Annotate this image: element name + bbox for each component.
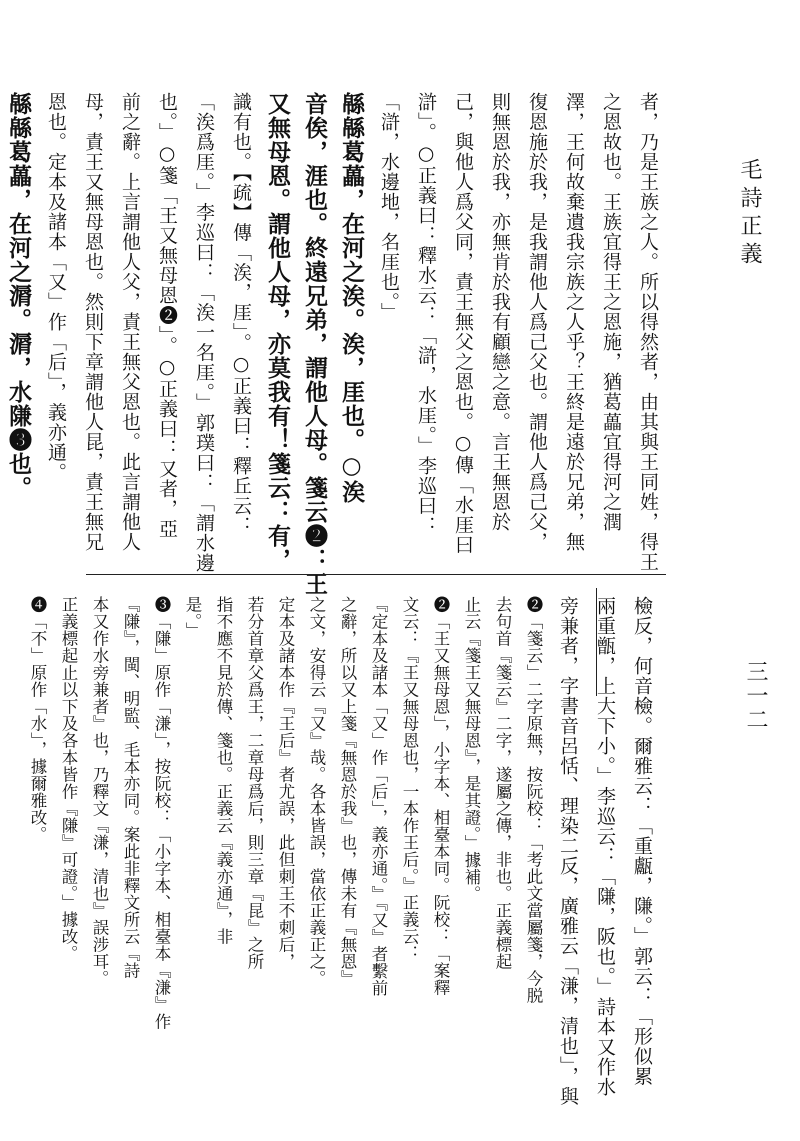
text-column: 兩重甑，上大下小。」李巡云：「隒，阪也。」詩本又作水 [594, 596, 616, 1097]
text-column: 識有也。【疏】傳「涘，厓」。○正義曰：釋丘云： [230, 92, 252, 536]
footnote-column: 『定本及諸本「又」作「后」，義亦通。』『又』者繫前 [369, 596, 388, 997]
footnote-column: ❸「隒」原作「溓」，按阮校：「小字本、相臺本『溓』作 [152, 596, 171, 1030]
footnote-column: 之辭，所以又上箋『無恩於我』也，傳未有『無恩』 [338, 596, 357, 987]
footnote-column: ❹「不」原作「水」，據爾雅改。 [28, 596, 47, 843]
text-column: 之恩故也。王族宜得王之恩施，猶葛藟宜得河之潤 [600, 92, 622, 532]
verse-column: 又無母恩。謂他人母，亦莫我有！箋云：有， [264, 92, 291, 572]
text-column: 旁兼者，字書音呂恬、理染二反，廣雅云「溓，清也」，與 [557, 596, 579, 1107]
footnote-column: 去句首『箋云』二字，遂屬之傳，非也。正義標起 [493, 596, 512, 970]
text-column: 者，乃是王族之人。所以得然者，由其與王同姓，得王 [637, 92, 659, 572]
text-column: 己，與他人爲父同，責王無父之恩也。○傳「水厓曰 [452, 92, 474, 555]
text-column: 檢反，何音檢。爾雅云：「重甗，隒。」郭云：「形似累 [631, 596, 653, 1087]
text-column: 母，責王又無母恩也。然則下章謂他人昆，責王無兄 [82, 92, 104, 552]
footnote-column: ❷「王又無母恩」，小字本、相臺本同。阮校：「案釋 [431, 596, 450, 996]
footnote-column: ❷「箋云」二字原無，按阮校：「考此文當屬箋，今脱 [524, 596, 543, 1004]
footnote-column: 若分首章父爲王，二章母爲后，則三章『昆』之所 [245, 596, 264, 970]
footnote-column: 止云『箋王又無母恩』，是其證。」據補。 [462, 596, 481, 903]
verse-column: 緜緜葛藟，在河之涘。涘，厓也。○涘 [338, 92, 365, 504]
page-number: 三一二 [743, 660, 768, 732]
verse-column: 音俟，涯也。終遠兄弟，謂他人母。箋云❷：王 [301, 92, 328, 596]
text-column: 澤，王何故棄遺我宗族之人乎？王終是遠於兄弟，無 [563, 92, 585, 552]
running-title: 毛詩正義 [737, 158, 762, 270]
main-text-block [5, 92, 666, 596]
footnote-column: 本又作水旁兼者』也，乃釋文『溓，清也』誤涉耳。 [90, 596, 109, 987]
footnote-column: 『隒』，閩、明監、毛本亦同。案此非釋文所云『詩 [121, 596, 140, 979]
footnote-column: 正義標起止以下及各本皆作『隒』可證。」據改。 [59, 596, 78, 962]
text-column: 也。」○箋「王又無母恩❷」。○正義曰：又者，亞 [156, 92, 178, 539]
verse-column: 緜緜葛藟，在河之漘。漘，水隒❸也。 [5, 92, 32, 500]
footnote-column: 文云：『王又無母恩也，一本作王后。』正義云： [400, 596, 419, 962]
footnote-column: 指不應不見於傳、箋也。正義云『義亦通』，非 [214, 596, 233, 945]
footnote-column: 之文，安得云『又』哉。各本皆誤，當依正義正之。 [307, 596, 326, 987]
footnote-column: 定本及諸本作『王后』者尤誤，此但刺王不刺后， [276, 596, 295, 970]
text-column: 「滸，水邊地，名厓也。」 [378, 92, 400, 323]
commentary-and-notes-block [28, 596, 660, 1107]
text-column: 復恩施於我，是我謂他人爲己父也。謂他人爲己父， [526, 92, 548, 552]
text-column: 前之辭。上言謂他人父，責王無父恩也。此言謂他人 [119, 92, 141, 552]
text-column: 「涘爲厓。」李巡曰：「涘一名厓。」郭璞曰：「謂水邊 [193, 92, 215, 573]
text-column: 則無恩於我，亦無肯於我有顧戀之意。言王無恩於 [489, 92, 511, 532]
text-divider-rule [86, 574, 666, 575]
text-column: 恩也。定本及諸本「又」作「后」，義亦通。 [45, 92, 67, 483]
footnote-column: 是。」 [183, 596, 202, 639]
text-column: 滸」。○正義曰：釋水云：「滸，水厓。」李巡曰： [415, 92, 437, 536]
